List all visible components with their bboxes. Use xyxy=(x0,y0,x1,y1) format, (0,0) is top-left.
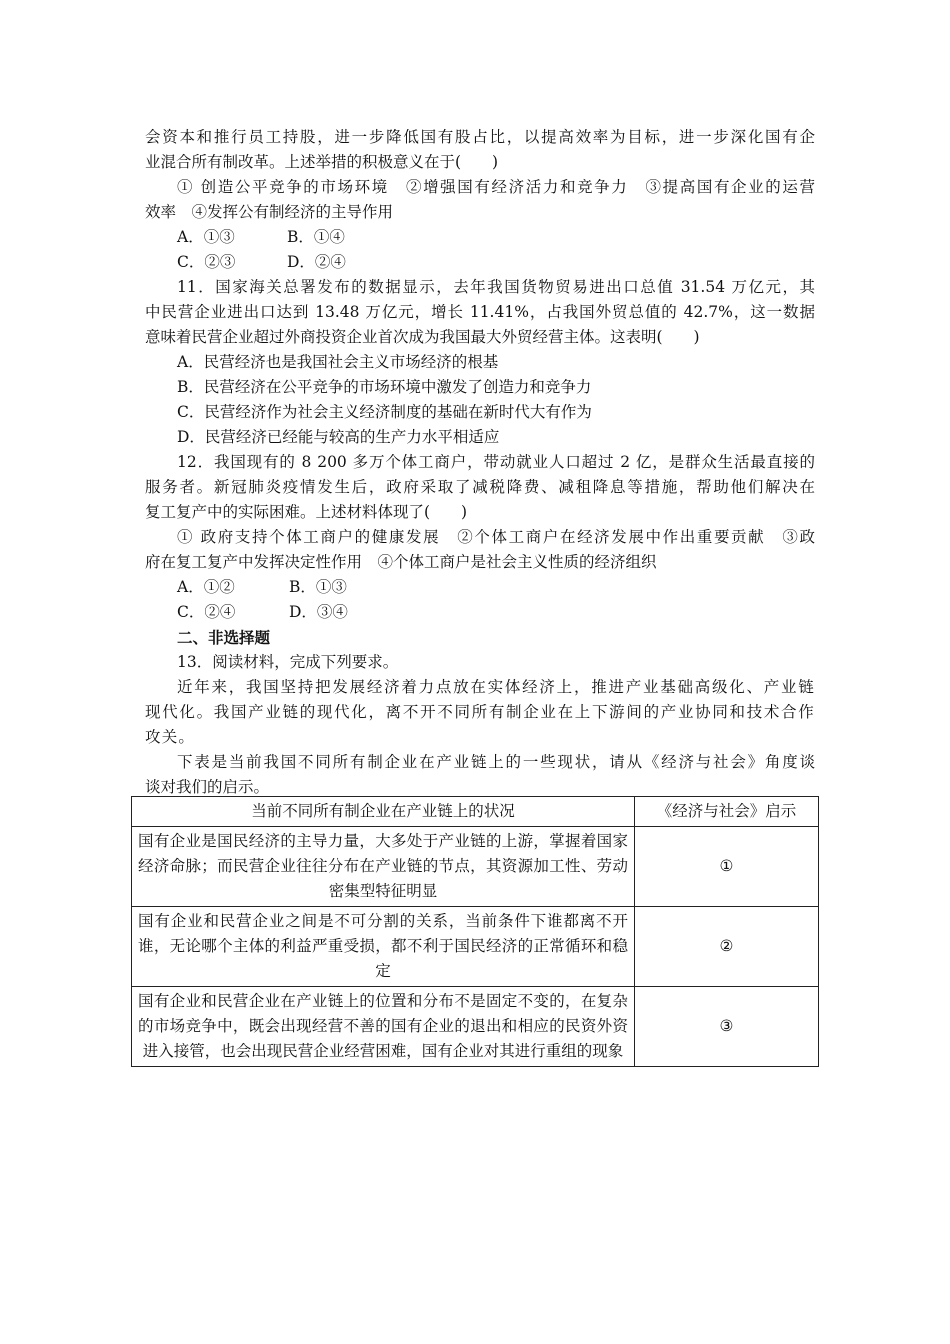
table-header-left: 当前不同所有制企业在产业链上的状况 xyxy=(132,797,635,827)
q11-option-b: B．民营经济在公平竞争的市场环境中激发了创造力和竞争力 xyxy=(177,378,592,396)
table-row-mark: ③ xyxy=(635,987,819,1067)
q13-material-line-2: 现代化。我国产业链的现代化，离不开不同所有制企业在上下游间的产业协同和技术合作 xyxy=(145,703,815,721)
q11-option-d: D．民营经济已经能与较高的生产力水平相适应 xyxy=(177,428,500,446)
table-row-mark: ① xyxy=(635,827,819,907)
table-row-desc: 国有企业和民营企业之间是不可分割的关系，当前条件下谁都离不开谁，无论哪个主体的利益严重受损，都不利于国民经济的正常循环和稳定 xyxy=(132,907,635,987)
q13-material-line-3: 攻关。 xyxy=(145,728,196,746)
q13-prompt-line-2: 谈对我们的启示。 xyxy=(145,778,270,796)
q10-options-row-2 xyxy=(145,250,815,275)
q12-option-b: B．①③ xyxy=(289,578,347,596)
q12-items-line-1: ① 政府支持个体工商户的健康发展 ②个体工商户在经济发展中作出重要贡献 ③政 xyxy=(177,528,815,546)
table-row xyxy=(132,987,819,1067)
q10-line-1: 会资本和推行员工持股，进一步降低国有股占比，以提高效率为目标，进一步深化国有企 xyxy=(145,128,815,146)
q13-intro: 13．阅读材料，完成下列要求。 xyxy=(177,653,399,671)
q10-option-c: C．②③ xyxy=(177,253,236,271)
q13-prompt-line-1: 下表是当前我国不同所有制企业在产业链上的一些现状，请从《经济与社会》角度谈 xyxy=(177,753,815,771)
q11-line-3: 意味着民营企业超过外商投资企业首次成为我国最大外贸经营主体。这表明( ) xyxy=(145,328,700,346)
q12-line-1: 12．我国现有的 8 200 多万个体工商户，带动就业人口超过 2 亿，是群众生活最直接的 xyxy=(177,453,815,471)
q10-options-row-1 xyxy=(145,225,815,250)
section-heading: 二、非选择题 xyxy=(177,628,271,647)
q10-option-b: B．①④ xyxy=(287,228,345,246)
q13-material-line-1: 近年来，我国坚持把发展经济着力点放在实体经济上，推进产业基础高级化、产业链 xyxy=(177,678,815,696)
document-page xyxy=(145,125,815,800)
q11-option-a: A．民营经济也是我国社会主义市场经济的根基 xyxy=(177,353,499,371)
q11-line-1: 11．国家海关总署发布的数据显示，去年我国货物贸易进出口总值 31.54 万亿元，其 xyxy=(177,278,815,296)
table-row-desc: 国有企业和民营企业在产业链上的位置和分布不是固定不变的，在复杂的市场竞争中，既会出现经营不善的国有企业的退出和相应的民资外资进入接管，也会出现民营企业经营困难，国有企业对其进行重组的现象 xyxy=(132,987,635,1067)
q10-option-a: A．①③ xyxy=(177,228,235,246)
q12-line-3: 复工复产中的实际困难。上述材料体现了( ) xyxy=(145,503,468,521)
table-header-right: 《经济与社会》启示 xyxy=(635,797,819,827)
enterprise-table xyxy=(131,796,819,1067)
q10-option-d: D．②④ xyxy=(287,253,346,271)
q12-line-2: 服务者。新冠肺炎疫情发生后，政府采取了减税降费、减租降息等措施，帮助他们解决在 xyxy=(145,478,815,496)
table-row-mark: ② xyxy=(635,907,819,987)
q12-option-c: C．②④ xyxy=(177,603,236,621)
q12-option-d: D．③④ xyxy=(289,603,348,621)
table-row xyxy=(132,907,819,987)
q10-items-line-2: 效率 ④发挥公有制经济的主导作用 xyxy=(145,203,394,221)
q11-line-2: 中民营企业进出口达到 13.48 万亿元，增长 11.41%，占我国外贸总值的 42.7%，这一数据 xyxy=(145,303,815,321)
q10-line-2: 业混合所有制改革。上述举措的积极意义在于( ) xyxy=(145,153,499,171)
table-row xyxy=(132,827,819,907)
q12-option-a: A．①② xyxy=(177,578,235,596)
q12-options-row-2 xyxy=(145,600,815,625)
table-row-desc: 国有企业是国民经济的主导力量，大多处于产业链的上游，掌握着国家经济命脉；而民营企业往往分布在产业链的节点，其资源加工性、劳动密集型特征明显 xyxy=(132,827,635,907)
table-header-row xyxy=(132,797,819,827)
q12-items-line-2: 府在复工复产中发挥决定性作用 ④个体工商户是社会主义性质的经济组织 xyxy=(145,553,657,571)
q12-options-row-1 xyxy=(145,575,815,600)
q10-items-line-1: ① 创造公平竞争的市场环境 ②增强国有经济活力和竞争力 ③提高国有企业的运营 xyxy=(177,178,815,196)
q11-option-c: C．民营经济作为社会主义经济制度的基础在新时代大有作为 xyxy=(177,403,592,421)
